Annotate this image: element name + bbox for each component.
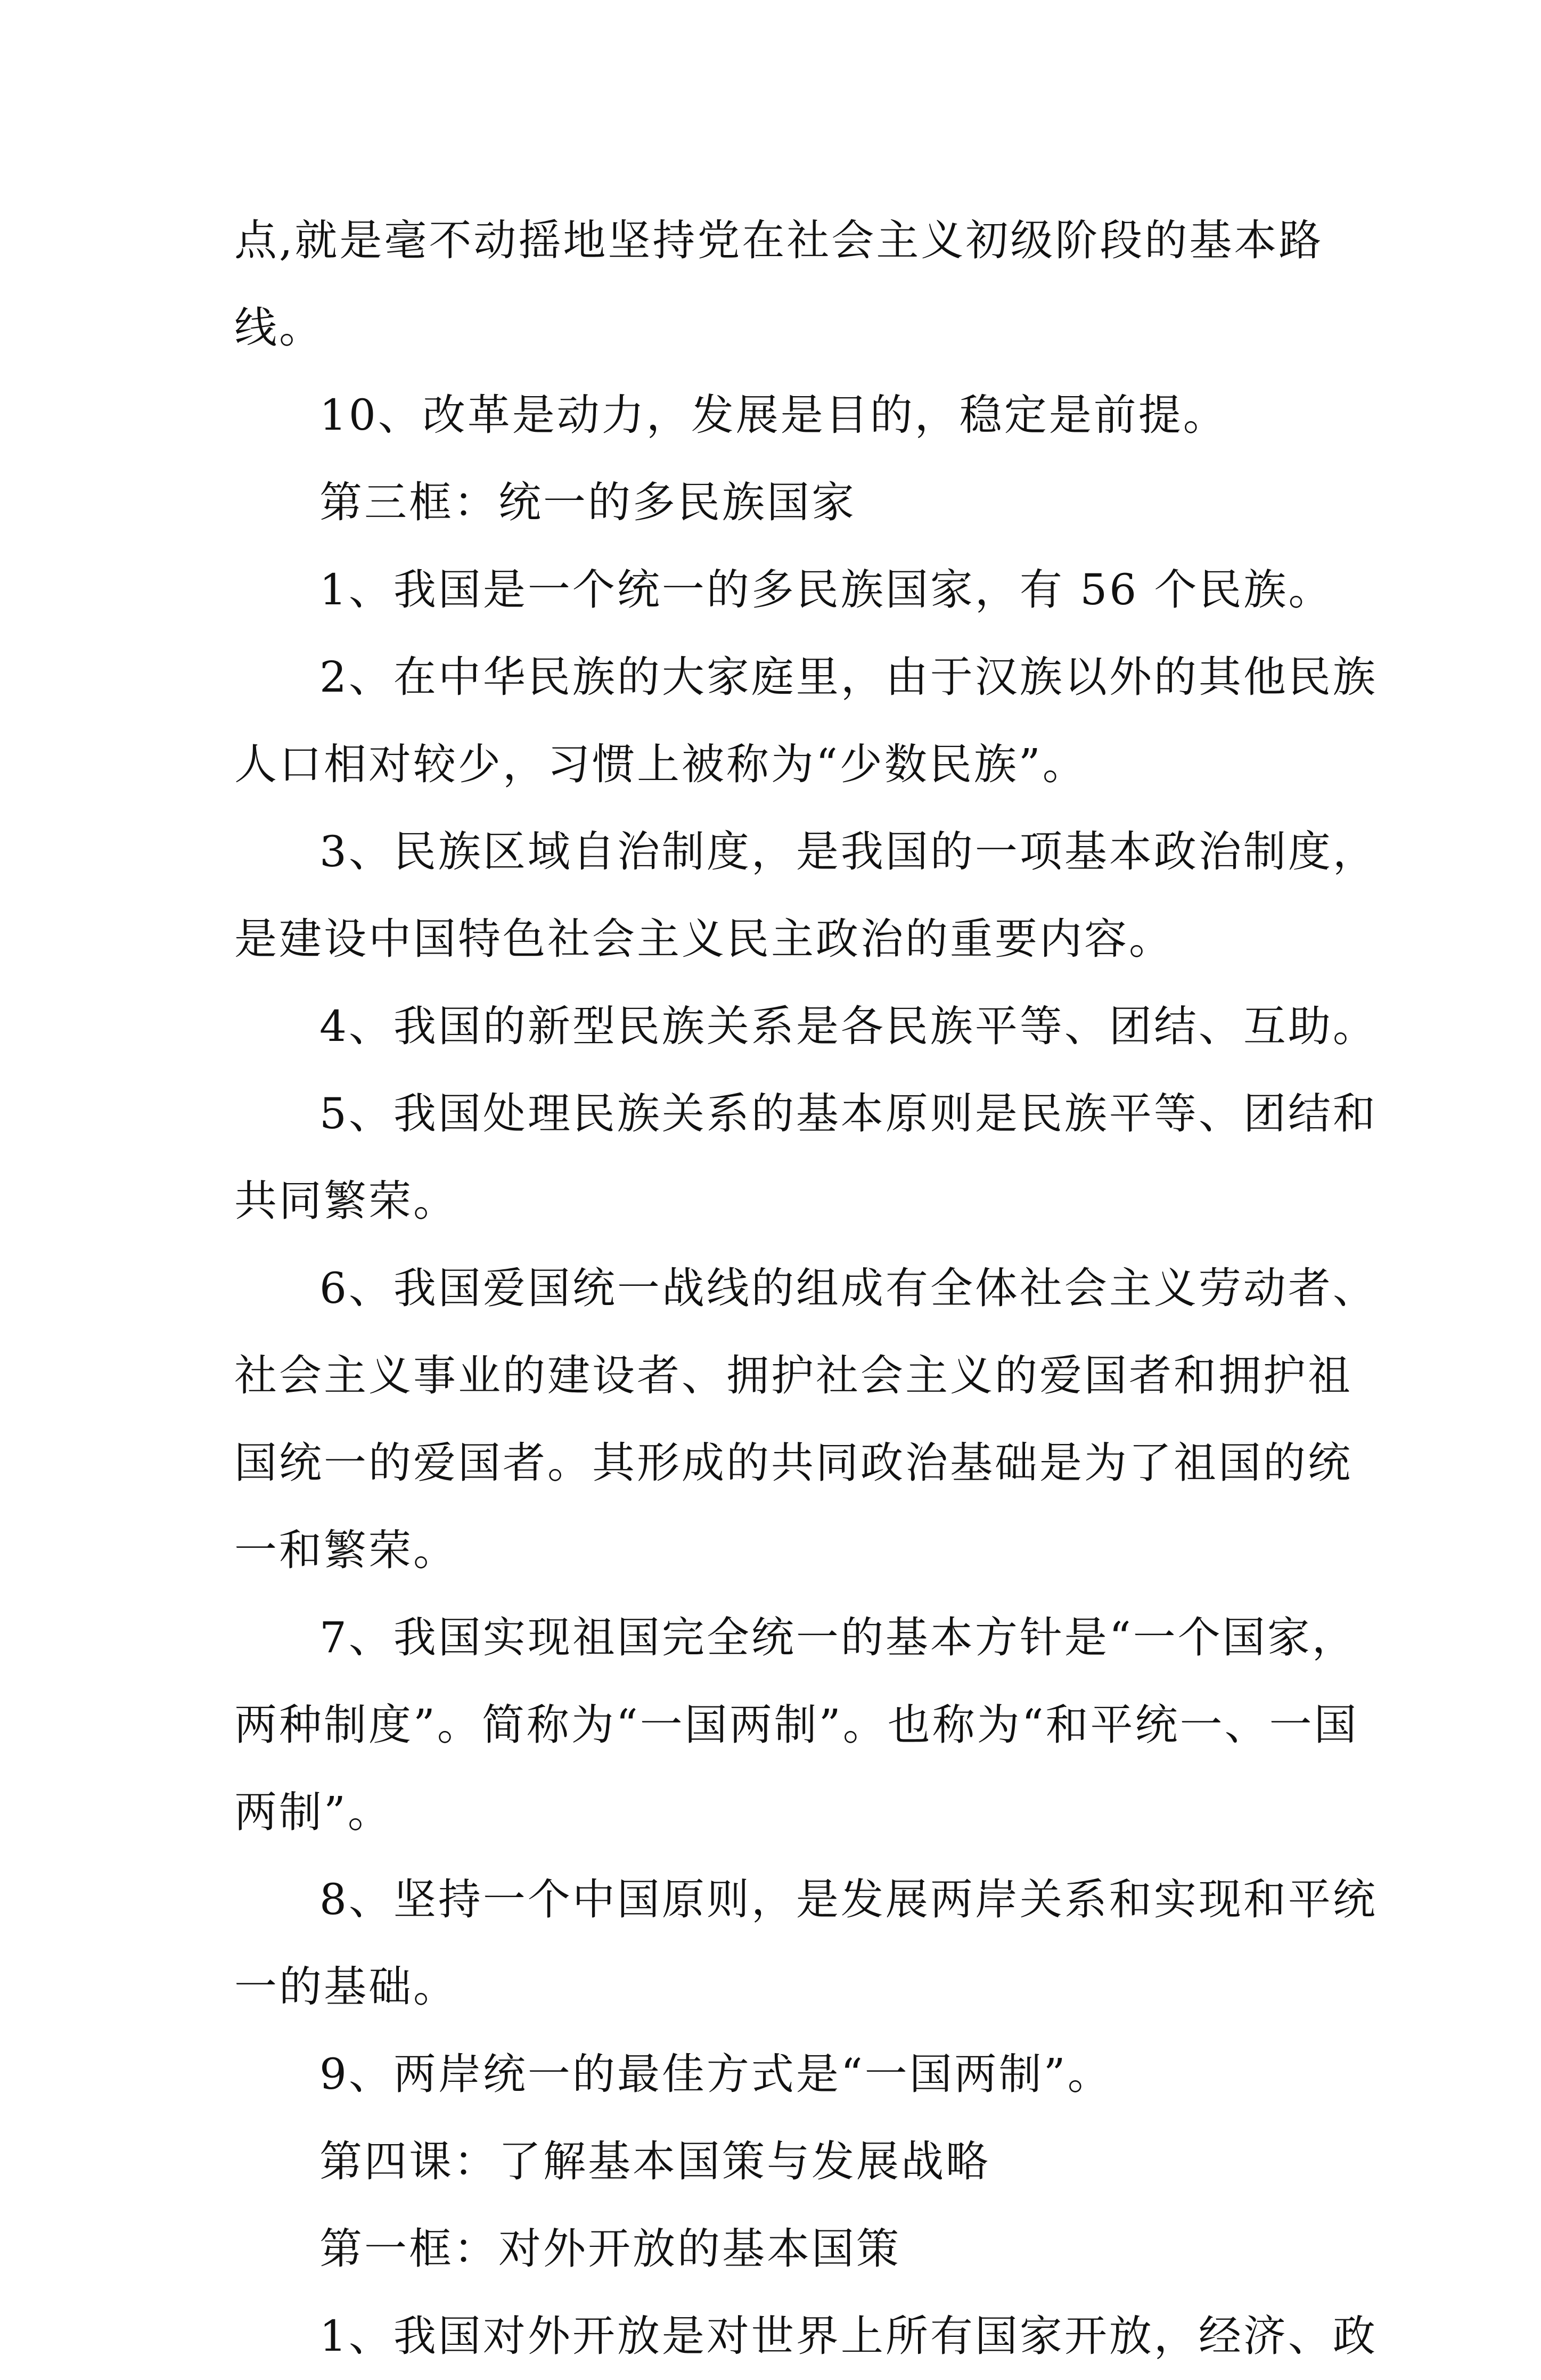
paragraph-item-6: 6、我国爱国统一战线的组成有全体社会主义劳动者、社会主义事业的建设者、拥护社会主义的爱国者和拥护祖国统一的爱国者。其形成的共同政治基础是为了祖国的统一和繁荣。 xyxy=(234,1263,1378,1575)
paragraph-continuation: 点,就是毫不动摇地坚持党在社会主义初级阶段的基本路线。 xyxy=(234,216,1324,352)
paragraph-item-2: 2、在中华民族的大家庭里，由于汉族以外的其他民族人口相对较少，习惯上被称为“少数民族”。 xyxy=(234,652,1378,789)
paragraph-item-9: 9、两岸统一的最佳方式是“一国两制”。 xyxy=(319,2049,1112,2099)
paragraph-item-1: 1、我国是一个统一的多民族国家，有 56 个民族。 xyxy=(319,565,1333,614)
paragraph-item-8: 8、坚持一个中国原则，是发展两岸关系和实现和平统一的基础。 xyxy=(234,1875,1378,2012)
paragraph-item-10: 10、改革是动力，发展是目的，稳定是前提。 xyxy=(319,390,1228,440)
document-body xyxy=(234,197,1379,2380)
section-heading-third-frame: 第三框：统一的多民族国家 xyxy=(319,478,856,527)
section-heading-lesson-four: 第四课：了解基本国策与发展战略 xyxy=(319,2137,990,2186)
section-heading-first-frame: 第一框：对外开放的基本国策 xyxy=(319,2224,901,2274)
paragraph-item-1-open-policy: 1、我国对外开放是对世界上所有国家开放，经济、政 xyxy=(319,2311,1378,2361)
paragraph-item-5: 5、我国处理民族关系的基本原则是民族平等、团结和共同繁荣。 xyxy=(234,1089,1378,1226)
paragraph-item-4: 4、我国的新型民族关系是各民族平等、团结、互助。 xyxy=(319,1002,1378,1051)
paragraph-item-3: 3、民族区域自治制度，是我国的一项基本政治制度，是建设中国特色社会主义民主政治的重要内容。 xyxy=(234,827,1378,964)
paragraph-item-7: 7、我国实现祖国完全统一的基本方针是“一个国家，两种制度”。简称为“一国两制”。也称为“和平统一、一国两制”。 xyxy=(234,1613,1359,1837)
